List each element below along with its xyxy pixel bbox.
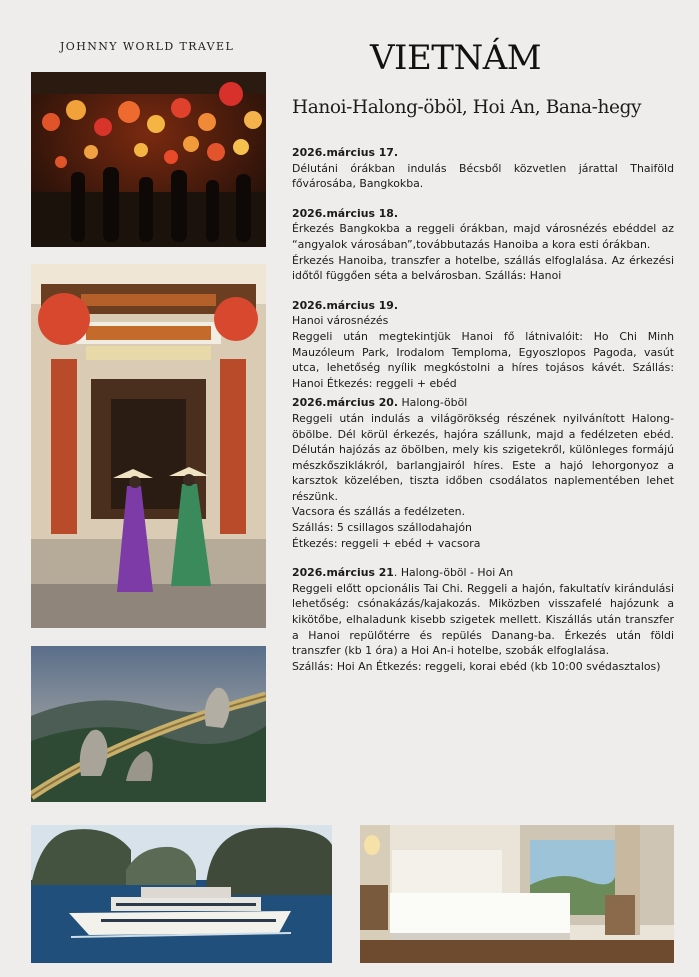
day-text: Reggeli után indulás a világörökség részének nyilvánított Halong-öbölbe. Dél körül érkezés, hajóra szállunk, majd a fedélzeten ebéd. Délután hajózás az öbölben, mely kis szigetekről, különleges formájú mészkősziklákról, barlangjairól híres. Este a hajó lehorgonyoz a karsztok közelében, tiszta időben csodálatos naplementében lehet részünk. <box>292 411 674 503</box>
day-date: 2026.március 19. <box>292 298 399 312</box>
day-date: 2026.március 20. <box>292 396 399 410</box>
day-date: 2026.március 21 <box>292 566 394 580</box>
day-block <box>292 565 674 674</box>
day-date: 2026.március 17. <box>292 146 399 159</box>
photo-golden-bridge <box>31 646 266 802</box>
day-heading-suffix: . Halong-öböl - Hoi An <box>393 566 514 580</box>
day-text: Reggeli előtt opcionális Tai Chi. Reggeli a hajón, fakultatív kirándulási lehetőség: csónakázás/kajakozás. Miközben visszafelé hajózunk a kikötőbe, elhaladunk kisebb szigetek mellett. Kiszállás után transzfer a Hanoi repülőtérre és repülés Danang-ba. Érkezés után földi transzfer (kb 1 óra) a Hoi An-i hotelbe, szobák elfoglalása. <box>292 581 674 658</box>
day-text: Étkezés: reggeli + ebéd + vacsora <box>292 536 481 550</box>
day-block <box>292 395 674 551</box>
day-text: Szállás: 5 csillagos szállodahajón <box>292 521 472 535</box>
day-text: Érkezés Hanoiba, transzfer a hotelbe, szállás elfoglalása. Az érkezési időtől függően séta a belvárosban. Szállás: Hanoi <box>292 253 674 283</box>
photo-halong-cruise <box>31 825 332 963</box>
day-heading <box>292 395 674 411</box>
day-block <box>292 206 674 284</box>
day-heading <box>292 565 674 581</box>
itinerary <box>292 145 674 688</box>
day-text: Délutáni órákban indulás Bécsből közvetlen járattal Thaiföld fővárosába, Bangkokba. <box>292 161 674 191</box>
day-text: Szállás: Hoi An Étkezés: reggeli, korai ebéd (kb 10:00 svédasztalos) <box>292 659 661 673</box>
photo-hotel-room <box>360 825 674 963</box>
day-heading <box>292 206 674 222</box>
photo-lantern-market <box>31 72 266 247</box>
day-date: 2026.március 18. <box>292 206 399 220</box>
day-heading <box>292 298 674 314</box>
page-title: VIETNÁM <box>370 38 542 78</box>
brand-name: JOHNNY WORLD TRAVEL <box>60 40 235 53</box>
day-text: Vacsora és szállás a fedélzeten. <box>292 505 466 519</box>
day-text: Érkezés Bangkokba a reggeli órákban, majd városnézés ebéddel az “angyalok városában”,továbbutazás Hanoiba a kora esti órákban. <box>292 222 674 251</box>
day-text: Reggeli után megtekintjük Hanoi fő látnivalóit: Ho Chi Minh Mauzóleum Park, Irodalom Temploma, Egyoszlopos Pagoda, vasút utca, lehetőség nyílik megkóstolni a híres tojásos kávét. Szállás: Hanoi Étkezés: reggeli + ebéd <box>292 329 674 390</box>
day-heading-suffix: Halong-öböl <box>398 396 468 410</box>
day-block <box>292 298 674 392</box>
day-block <box>292 145 674 192</box>
page-subtitle: Hanoi-Halong-öböl, Hoi An, Bana-hegy <box>292 97 642 118</box>
day-text: Hanoi városnézés <box>292 314 389 328</box>
day-heading <box>292 145 674 161</box>
photo-hoi-an-gate <box>31 264 266 628</box>
